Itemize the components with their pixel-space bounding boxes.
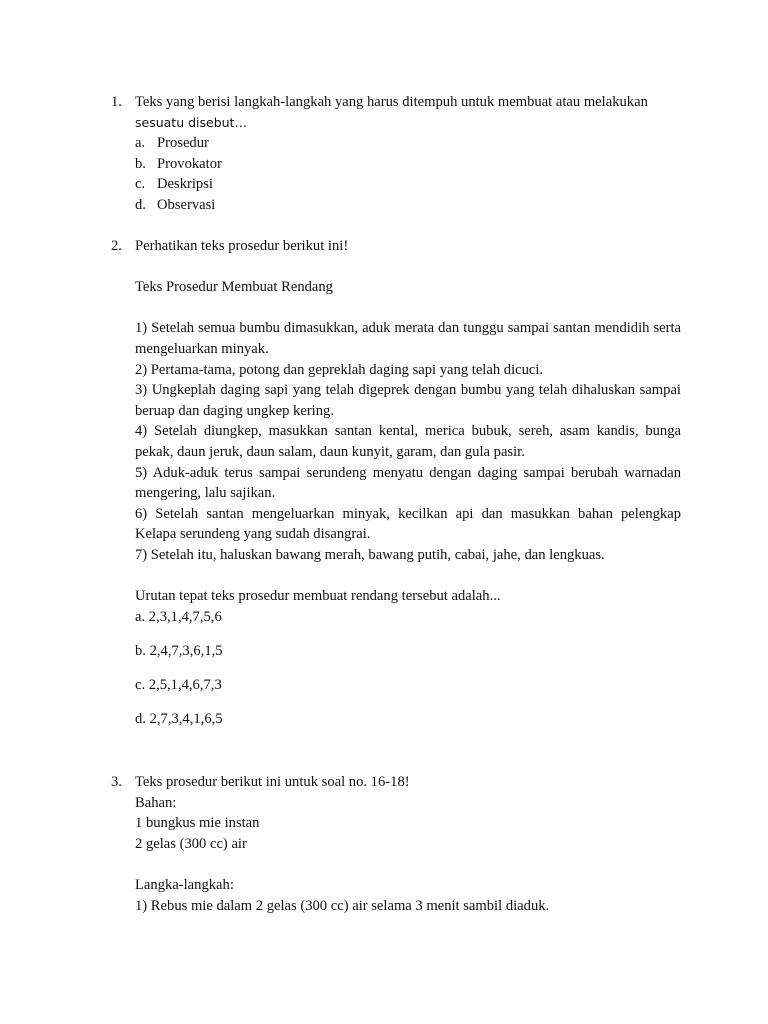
answer-option xyxy=(135,195,681,216)
ingredient-item: 1 bungkus mie instan xyxy=(135,815,260,832)
question-number: 2. xyxy=(111,238,122,254)
option-letter: c. xyxy=(135,176,146,193)
ingredients-label: Bahan: xyxy=(135,794,177,811)
option-text: Provokator xyxy=(157,155,222,172)
question-stem xyxy=(135,92,681,133)
question-prompt: Urutan tepat teks prosedur membuat rendang tersebut adalah... xyxy=(135,588,501,605)
option-text: Observasi xyxy=(157,196,216,213)
question-intro: Teks prosedur berikut ini untuk soal no. 16-18! xyxy=(135,774,410,790)
question-stem-line: Teks yang berisi langkah-langkah yang harus ditempuh untuk membuat atau melakukan xyxy=(135,94,648,110)
option-letter: b. xyxy=(135,155,146,172)
question-stem-line: sesuatu disebut… xyxy=(135,114,247,130)
question-number: 3. xyxy=(111,774,122,790)
question-number: 1. xyxy=(111,94,122,110)
question-body xyxy=(135,772,681,916)
answer-option: c. 2,5,1,4,6,7,3 xyxy=(135,676,222,693)
option-text: Prosedur xyxy=(157,135,209,152)
answer-option: b. 2,4,7,3,6,1,5 xyxy=(135,642,223,659)
answer-option xyxy=(135,154,681,175)
procedure-step: 5) Aduk-aduk terus sampai serundeng menyatu dengan daging sampai berubah warnadan mengering, lalu sajikan. xyxy=(135,464,681,502)
answer-option: d. 2,7,3,4,1,6,5 xyxy=(135,710,223,727)
ingredient-item: 2 gelas (300 cc) air xyxy=(135,835,247,852)
question-intro: Perhatikan teks prosedur berikut ini! xyxy=(135,238,349,254)
procedure-step: 2) Pertama-tama, potong dan gepreklah daging sapi yang telah dicuci. xyxy=(135,361,544,378)
option-letter: d. xyxy=(135,196,146,213)
answer-option: a. 2,3,1,4,7,5,6 xyxy=(135,608,222,625)
answer-option xyxy=(135,133,681,154)
question-body xyxy=(135,236,681,730)
question-body xyxy=(135,92,681,216)
procedure-step: 1) Setelah semua bumbu dimasukkan, aduk merata dan tunggu sampai santan mendidih serta mengeluarkan minyak. xyxy=(135,320,681,357)
procedure-title: Teks Prosedur Membuat Rendang xyxy=(135,279,333,296)
procedure-step: 7) Setelah itu, haluskan bawang merah, bawang putih, cabai, jahe, dan lengkuas. xyxy=(135,546,605,563)
procedure-step: 6) Setelah santan mengeluarkan minyak, kecilkan api dan masukkan bahan pelengkap Kelapa serundeng yang sudah disangrai. xyxy=(135,505,681,543)
option-letter: a. xyxy=(135,135,146,152)
steps-label: Langka-langkah: xyxy=(135,876,234,893)
answer-option xyxy=(135,174,681,195)
procedure-step: 3) Ungkeplah daging sapi yang telah digeprek dengan bumbu yang telah dihaluskan sampai beruap dan daging ungkep kering. xyxy=(135,382,681,419)
option-text: Deskripsi xyxy=(157,176,213,193)
procedure-step: 1) Rebus mie dalam 2 gelas (300 cc) air selama 3 menit sambil diaduk. xyxy=(135,897,550,914)
procedure-step: 4) Setelah diungkep, masukkan santan kental, merica bubuk, sereh, asam kandis, bunga pekak, daun jeruk, daun salam, daun kunyit, garam, dan gula pasir. xyxy=(135,423,681,460)
